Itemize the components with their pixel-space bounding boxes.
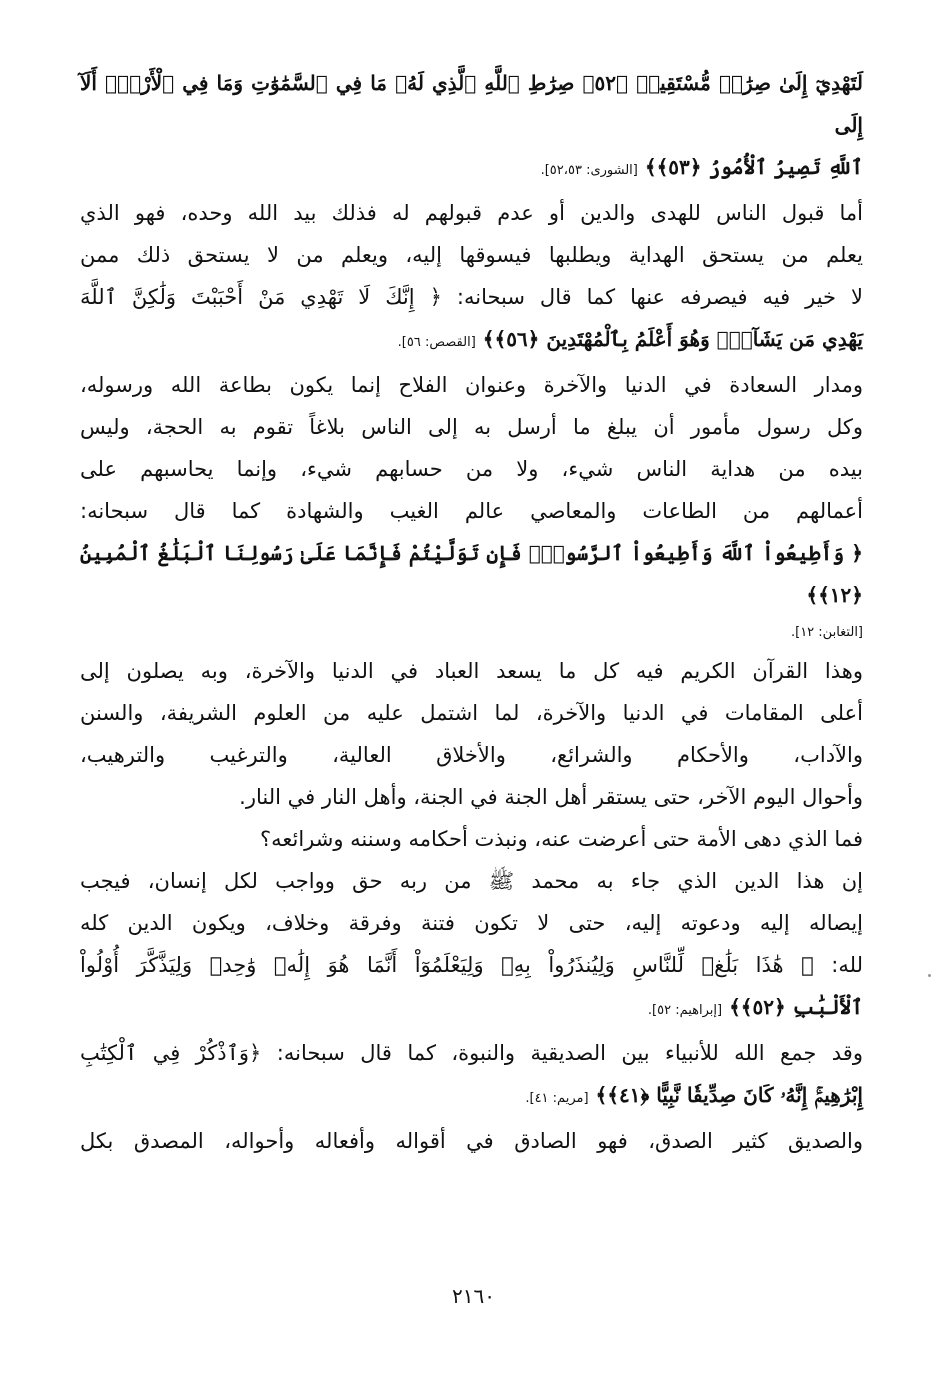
text-line: لله: ﴿ هَٰذَا بَلَٰغٞ لِّلنَّاسِ وَلِيُنذَرُواْ بِهِۦ وَلِيَعْلَمُوٓاْ أَنَّمَا هُوَ إِلَٰهٞ وَٰحِدٞ وَلِيَذَّكَّرَ أُوْلُواْ (80, 953, 863, 977)
text-line: إِبْرَٰهِيمَۚ إِنَّهُۥ كَانَ صِدِّيقٗا نَّبِيًّا ﴿٤١﴾﴾ [مريم: ٤١]. (525, 1083, 863, 1107)
text-line: وأحوال اليوم الآخر، حتى يستقر أهل الجنة في الجنة، وأهل النار في النار. (239, 785, 863, 809)
text-line: والصديق كثير الصدق، فهو الصادق في أقواله وأفعاله وأحواله، المصدق بكل (80, 1129, 863, 1153)
text-line: يعلم من يستحق الهداية ويطلبها فيسوقها إليه، ويعلم من لا يستحق ذلك ممن (80, 243, 863, 267)
text-line: لَتَهْدِيٓ إِلَىٰ صِرَٰطٖ مُّسْتَقِيمٖ ﴿٥٢﴾ صِرَٰطِ ٱللَّهِ ٱلَّذِي لَهُۥ مَا فِي ٱلسَّمَٰوَٰتِ وَمَا فِي ٱلْأَرْضِۗ أَلَآ إِلَى (80, 71, 863, 137)
text-line: وكل رسول مأمور أن يبلغ ما أرسل به إلى الناس بلاغاً تقوم به الحجة، وليس (80, 415, 863, 439)
text-line: إن هذا الدين الذي جاء به محمد ﷺ من ربه حق وواجب لكل إنسان، فيجب (80, 869, 863, 893)
page-body (80, 62, 863, 1162)
text-line: ٱللَّهِ تَصِيرُ ٱلْأُمُورُ ﴿٥٣﴾﴾ [الشورى: ٥٢،٥٣]. (540, 155, 863, 179)
verse-citation: [القصص: ٥٦]. (397, 335, 476, 350)
text-line: بيده من هداية الناس شيء، ولا من حسابهم شيء، وإنما يحاسبهم على (80, 457, 863, 481)
text-line: فما الذي دهى الأمة حتى أعرضت عنه، ونبذت أحكامه وسننه وشرائعه؟ (259, 827, 863, 851)
text-line: إيصاله إليه ودعوته إليه، حتى لا تكون فتنة وفرقة وخلاف، ويكون الدين كله (80, 911, 863, 935)
text-line: أعمالهم من الطاعات والمعاصي عالم الغيب والشهادة كما قال سبحانه: (80, 499, 863, 523)
text-line: وقد جمع الله للأنبياء بين الصديقية والنبوة، كما قال سبحانه: ﴿وَٱذْكُرْ فِي ٱلْكِتَٰبِ (80, 1041, 863, 1065)
verse-citation: [مريم: ٤١]. (525, 1091, 589, 1106)
text-line: أعلى المقامات في الدنيا والآخرة، لما اشتمل عليه من العلوم الشريفة، والسنن (80, 701, 863, 725)
text-line: لا خير فيه فيصرفه عنها كما قال سبحانه: ﴿ إِنَّكَ لَا تَهْدِي مَنْ أَحْبَبْتَ وَلَٰكِنَّ ٱللَّهَ (80, 285, 863, 309)
text-line: ٱلْأَلْبَٰبِ ﴿٥٢﴾﴾ [إبراهيم: ٥٢]. (647, 995, 863, 1019)
page-number: ٢١٦٠ (452, 1284, 495, 1308)
text-line: أما قبول الناس للهدى والدين أو عدم قبولهم له فذلك بيد الله وحده، فهو الذي (80, 201, 863, 225)
text-line: ومدار السعادة في الدنيا والآخرة وعنوان الفلاح إنما يكون بطاعة الله ورسوله، (80, 373, 863, 397)
verse-citation: [الشورى: ٥٢،٥٣]. (540, 163, 638, 178)
text-line: ﴿ وَأَطِيعُواْ ٱللَّهَ وَأَطِيعُواْ ٱلرَّسُولَۚ فَإِن تَوَلَّيْتُمْ فَإِنَّمَا عَلَىٰ رَسُولِنَا ٱلْبَلَٰغُ ٱلْمُبِينُ ﴿١٢﴾﴾ (80, 541, 863, 607)
text-line: وهذا القرآن الكريم فيه كل ما يسعد العباد في الدنيا والآخرة، وبه يصلون إلى (80, 659, 863, 683)
verse-citation: [إبراهيم: ٥٢]. (647, 1003, 723, 1018)
verse-citation-line: [التغابن: ١٢]. (790, 625, 863, 640)
margin-mark (928, 974, 931, 977)
text-line: يَهْدِي مَن يَشَآءُۚ وَهُوَ أَعْلَمُ بِٱلْمُهْتَدِينَ ﴿٥٦﴾﴾ [القصص: ٥٦]. (397, 327, 863, 351)
text-line: والآداب، والأحكام والشرائع، والأخلاق العالية، والترغيب والترهيب، (80, 743, 863, 767)
